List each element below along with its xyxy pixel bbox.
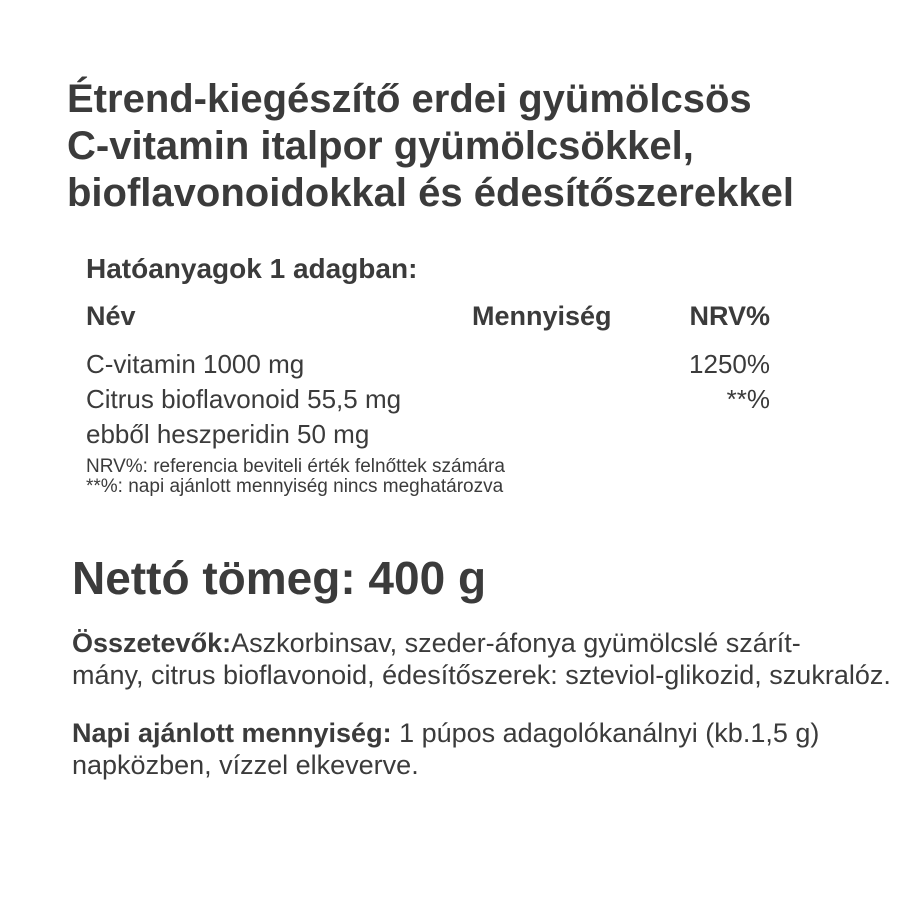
table-row — [86, 382, 770, 417]
table-header-row — [86, 301, 770, 331]
column-header-nrv: NRV% — [689, 301, 770, 331]
active-ingredients-heading: Hatóanyagok 1 adagban: — [86, 253, 418, 284]
ingredients-text-line-1: Aszkorbinsav, szeder-áfonya gyümölcslé szárít- — [231, 628, 801, 658]
ingredient-name: C-vitamin 1000 mg — [86, 349, 305, 379]
active-ingredients-section — [86, 254, 770, 497]
table-footnotes — [86, 457, 770, 497]
product-title-line-2: C-vitamin italpor gyümölcsökkel, — [67, 124, 694, 168]
product-title-line-1: Étrend-kiegészítő erdei gyümölcsös — [67, 77, 752, 121]
column-header-amount: Mennyiség — [472, 301, 612, 331]
daily-dose-text-line-1: 1 púpos adagolókanálnyi (kb.1,5 g) — [391, 718, 820, 748]
ingredient-nrv: 1250% — [689, 349, 770, 379]
column-header-name: Név — [86, 301, 136, 331]
daily-dose-label: Napi ajánlott mennyiség: — [72, 718, 392, 748]
ingredient-nrv: **% — [726, 384, 770, 414]
footnote-daily-amount: **%: napi ajánlott mennyiség nincs meghatározva — [86, 476, 504, 497]
ingredient-name: Citrus bioflavonoid 55,5 mg — [86, 384, 402, 414]
ingredients-text-line-2: mány, citrus bioflavonoid, édesítőszerek: szteviol-glikozid, szukralóz. — [72, 660, 891, 690]
ingredients-label: Összetevők: — [72, 628, 232, 658]
ingredient-name: ebből heszperidin 50 mg — [86, 419, 370, 449]
product-title — [67, 76, 860, 217]
net-weight-heading: Nettó tömeg: 400 g — [72, 552, 487, 604]
table-row — [86, 347, 770, 382]
daily-dose-paragraph — [72, 717, 860, 781]
daily-dose-text-line-2: napközben, vízzel elkeverve. — [72, 750, 419, 780]
table-body — [86, 347, 770, 452]
footnote-nrv: NRV%: referencia beviteli érték felnőttek számára — [86, 456, 505, 477]
ingredients-paragraph — [72, 627, 891, 691]
table-row — [86, 417, 770, 452]
product-title-line-3: bioflavonoidokkal és édesítőszerekkel — [67, 171, 794, 215]
